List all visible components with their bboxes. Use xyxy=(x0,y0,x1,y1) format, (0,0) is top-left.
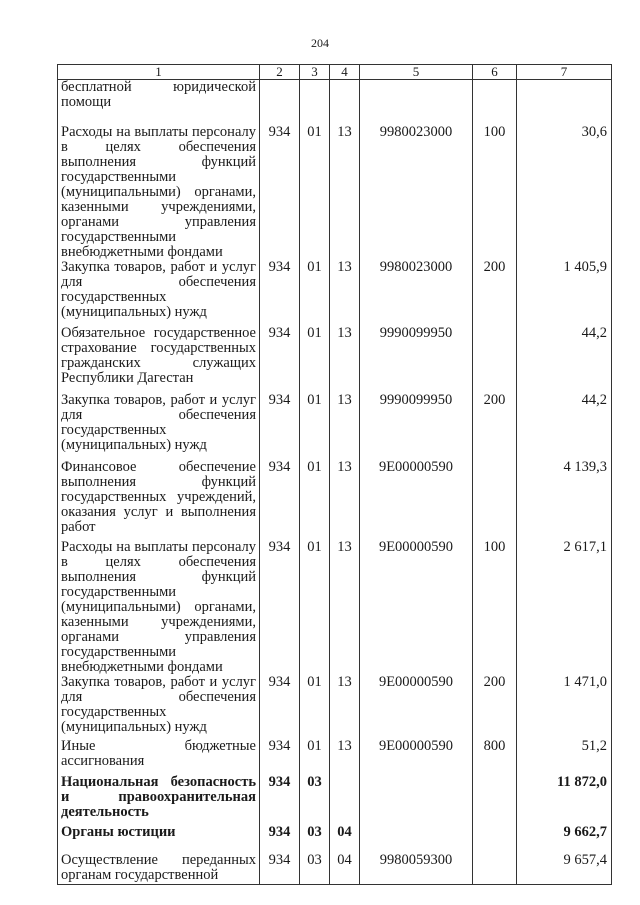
table-row xyxy=(58,80,612,125)
row-description: Финансовое обеспечение выполнения функций государственных учреждений, оказания услуг и выполнения работ xyxy=(58,460,260,540)
table-row xyxy=(58,675,612,739)
row-subsection-code xyxy=(330,80,360,125)
row-amount: 1 405,9 xyxy=(517,260,612,326)
row-subsection-code: 04 xyxy=(330,825,360,853)
row-expense-type-code xyxy=(473,80,517,125)
row-subsection-code: 13 xyxy=(330,675,360,739)
table-row xyxy=(58,260,612,326)
row-department-code: 934 xyxy=(260,460,300,540)
row-department-code: 934 xyxy=(260,326,300,393)
row-amount: 9 657,4 xyxy=(517,853,612,885)
row-department-code: 934 xyxy=(260,775,300,825)
row-section-code: 01 xyxy=(300,393,330,460)
row-section-code: 01 xyxy=(300,260,330,326)
row-subsection-code: 13 xyxy=(330,125,360,260)
row-description: Расходы на выплаты персоналу в целях обеспечения выполнения функций государственными (муниципальными) органами, казенными учреждениями, органами управления государственными внебюджетными фондами xyxy=(58,125,260,260)
row-description: Закупка товаров, работ и услуг для обеспечения государственных (муниципальных) нужд xyxy=(58,675,260,739)
row-amount: 44,2 xyxy=(517,393,612,460)
table-row xyxy=(58,125,612,260)
header-cell: 1 xyxy=(58,65,260,80)
row-department-code xyxy=(260,80,300,125)
row-department-code: 934 xyxy=(260,739,300,775)
row-section-code: 01 xyxy=(300,540,330,675)
row-target-article-code: 9Е00000590 xyxy=(360,460,473,540)
row-subsection-code: 13 xyxy=(330,393,360,460)
table-row xyxy=(58,853,612,885)
table-row xyxy=(58,739,612,775)
row-target-article-code xyxy=(360,825,473,853)
row-subsection-code: 13 xyxy=(330,739,360,775)
row-amount: 4 139,3 xyxy=(517,460,612,540)
row-amount: 1 471,0 xyxy=(517,675,612,739)
row-section-code: 03 xyxy=(300,825,330,853)
row-description: Органы юстиции xyxy=(58,825,260,853)
row-description: Закупка товаров, работ и услуг для обеспечения государственных (муниципальных) нужд xyxy=(58,393,260,460)
row-target-article-code xyxy=(360,775,473,825)
row-target-article-code: 9990099950 xyxy=(360,393,473,460)
row-expense-type-code: 200 xyxy=(473,675,517,739)
row-department-code: 934 xyxy=(260,393,300,460)
row-description: бесплатной юридической помощи xyxy=(58,80,260,125)
table-row xyxy=(58,825,612,853)
row-amount: 2 617,1 xyxy=(517,540,612,675)
row-target-article-code: 9Е00000590 xyxy=(360,739,473,775)
row-description: Закупка товаров, работ и услуг для обеспечения государственных (муниципальных) нужд xyxy=(58,260,260,326)
row-target-article-code: 9980023000 xyxy=(360,125,473,260)
row-description: Осуществление переданных органам государственной xyxy=(58,853,260,885)
row-subsection-code: 13 xyxy=(330,540,360,675)
table-row xyxy=(58,460,612,540)
row-expense-type-code: 200 xyxy=(473,260,517,326)
page-number: 204 xyxy=(311,36,329,50)
row-description: Национальная безопасность и правоохранительная деятельность xyxy=(58,775,260,825)
table-header-row xyxy=(58,65,612,80)
row-subsection-code xyxy=(330,775,360,825)
row-expense-type-code xyxy=(473,853,517,885)
row-section-code: 03 xyxy=(300,775,330,825)
row-department-code: 934 xyxy=(260,853,300,885)
row-expense-type-code xyxy=(473,326,517,393)
row-expense-type-code xyxy=(473,775,517,825)
row-section-code xyxy=(300,80,330,125)
row-section-code: 03 xyxy=(300,853,330,885)
row-expense-type-code: 100 xyxy=(473,125,517,260)
row-section-code: 01 xyxy=(300,739,330,775)
row-amount: 51,2 xyxy=(517,739,612,775)
row-description: Обязательное государственное страхование государственных гражданских служащих Республики Дагестан xyxy=(58,326,260,393)
header-cell: 2 xyxy=(260,65,300,80)
row-amount xyxy=(517,80,612,125)
row-target-article-code: 9Е00000590 xyxy=(360,540,473,675)
row-section-code: 01 xyxy=(300,460,330,540)
header-cell: 3 xyxy=(300,65,330,80)
row-description: Расходы на выплаты персоналу в целях обеспечения выполнения функций государственными (муниципальными) органами, казенными учреждениями, органами управления государственными внебюджетными фондами xyxy=(58,540,260,675)
row-department-code: 934 xyxy=(260,675,300,739)
row-expense-type-code xyxy=(473,825,517,853)
row-amount: 9 662,7 xyxy=(517,825,612,853)
row-description: Иные бюджетные ассигнования xyxy=(58,739,260,775)
row-target-article-code: 9980059300 xyxy=(360,853,473,885)
table-row xyxy=(58,393,612,460)
row-department-code: 934 xyxy=(260,825,300,853)
row-expense-type-code: 100 xyxy=(473,540,517,675)
row-department-code: 934 xyxy=(260,540,300,675)
table-row xyxy=(58,775,612,825)
row-expense-type-code: 200 xyxy=(473,393,517,460)
table-row xyxy=(58,326,612,393)
row-section-code: 01 xyxy=(300,675,330,739)
row-amount: 44,2 xyxy=(517,326,612,393)
row-subsection-code: 13 xyxy=(330,460,360,540)
row-target-article-code: 9990099950 xyxy=(360,326,473,393)
header-cell: 7 xyxy=(517,65,612,80)
header-cell: 4 xyxy=(330,65,360,80)
table-row xyxy=(58,540,612,675)
row-target-article-code: 9980023000 xyxy=(360,260,473,326)
row-target-article-code xyxy=(360,80,473,125)
header-cell: 6 xyxy=(473,65,517,80)
row-amount: 11 872,0 xyxy=(517,775,612,825)
budget-table xyxy=(57,64,612,885)
row-department-code: 934 xyxy=(260,260,300,326)
header-cell: 5 xyxy=(360,65,473,80)
row-section-code: 01 xyxy=(300,125,330,260)
row-subsection-code: 13 xyxy=(330,260,360,326)
row-expense-type-code xyxy=(473,460,517,540)
row-amount: 30,6 xyxy=(517,125,612,260)
row-subsection-code: 13 xyxy=(330,326,360,393)
row-section-code: 01 xyxy=(300,326,330,393)
row-expense-type-code: 800 xyxy=(473,739,517,775)
row-target-article-code: 9Е00000590 xyxy=(360,675,473,739)
row-department-code: 934 xyxy=(260,125,300,260)
row-subsection-code: 04 xyxy=(330,853,360,885)
